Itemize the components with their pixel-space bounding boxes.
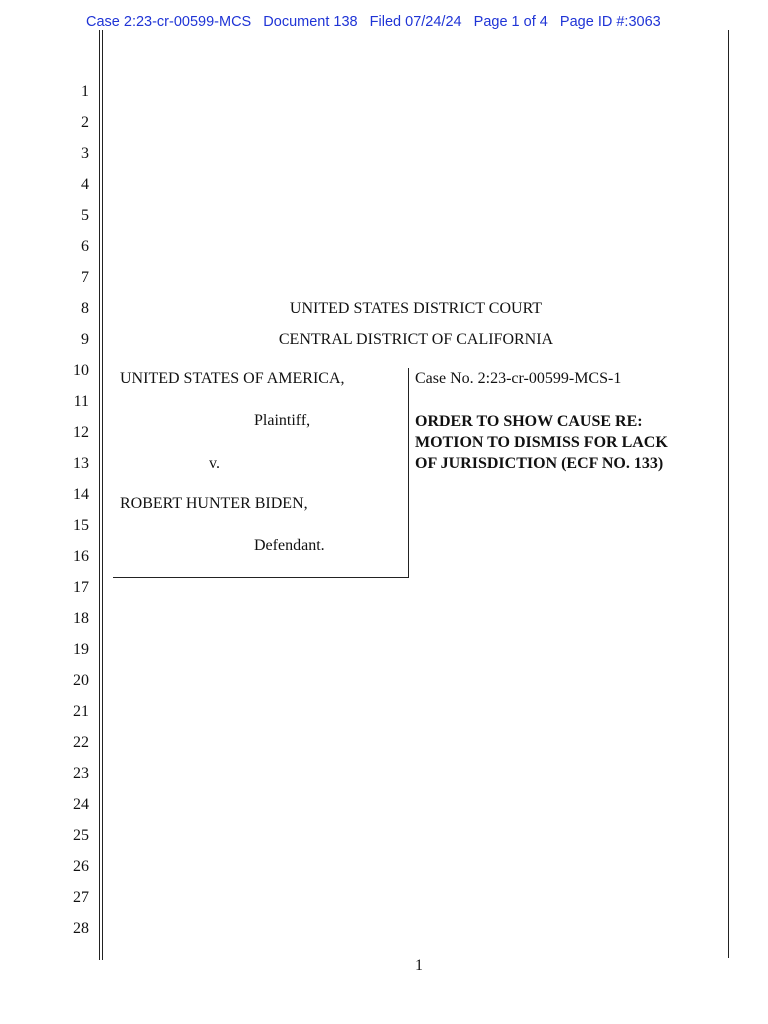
document-title-line: MOTION TO DISMISS FOR LACK <box>415 434 668 451</box>
line-number: 5 <box>81 207 89 224</box>
line-number: 16 <box>73 548 89 565</box>
line-number: 2 <box>81 114 89 131</box>
line-number: 15 <box>73 517 89 534</box>
line-number: 25 <box>73 827 89 844</box>
caption-horizontal-rule <box>113 577 409 578</box>
page-number: 1 <box>415 957 423 974</box>
document-title <box>415 411 715 474</box>
line-number: 8 <box>81 300 89 317</box>
line-number: 4 <box>81 176 89 193</box>
line-number: 22 <box>73 734 89 751</box>
right-margin-rule <box>728 30 729 958</box>
line-number: 23 <box>73 765 89 782</box>
line-number: 24 <box>73 796 89 813</box>
line-number: 14 <box>73 486 89 503</box>
line-number: 9 <box>81 331 89 348</box>
line-number: 10 <box>73 362 89 379</box>
court-name: UNITED STATES DISTRICT COURT <box>289 300 543 317</box>
caption-vertical-rule <box>408 368 409 578</box>
line-number: 1 <box>81 83 89 100</box>
court-district: CENTRAL DISTRICT OF CALIFORNIA <box>278 331 554 348</box>
line-number: 21 <box>73 703 89 720</box>
line-number: 13 <box>73 455 89 472</box>
line-number: 26 <box>73 858 89 875</box>
plaintiff-name: UNITED STATES OF AMERICA, <box>120 370 345 387</box>
line-number: 28 <box>73 920 89 937</box>
defendant-name: ROBERT HUNTER BIDEN, <box>120 495 308 512</box>
line-number: 6 <box>81 238 89 255</box>
line-number: 11 <box>73 393 89 410</box>
line-number: 20 <box>73 672 89 689</box>
left-margin-rule-outer <box>99 30 100 960</box>
line-number: 3 <box>81 145 89 162</box>
line-number: 18 <box>73 610 89 627</box>
versus-label: v. <box>209 455 220 472</box>
document-title-line: OF JURISDICTION (ECF NO. 133) <box>415 455 664 472</box>
line-number: 12 <box>73 424 89 441</box>
case-number: Case No. 2:23-cr-00599-MCS-1 <box>415 370 622 387</box>
document-header: Case 2:23-cr-00599-MCS Document 138 Filed 07/24/24 Page 1 of 4 Page ID #:3063 <box>86 14 661 30</box>
line-number: 19 <box>73 641 89 658</box>
line-number: 27 <box>73 889 89 906</box>
line-number: 7 <box>81 269 89 286</box>
document-title-line: ORDER TO SHOW CAUSE RE: <box>415 413 643 430</box>
line-number: 17 <box>73 579 89 596</box>
defendant-label: Defendant. <box>254 537 325 554</box>
left-margin-rule-inner <box>102 30 103 960</box>
plaintiff-label: Plaintiff, <box>254 412 311 429</box>
